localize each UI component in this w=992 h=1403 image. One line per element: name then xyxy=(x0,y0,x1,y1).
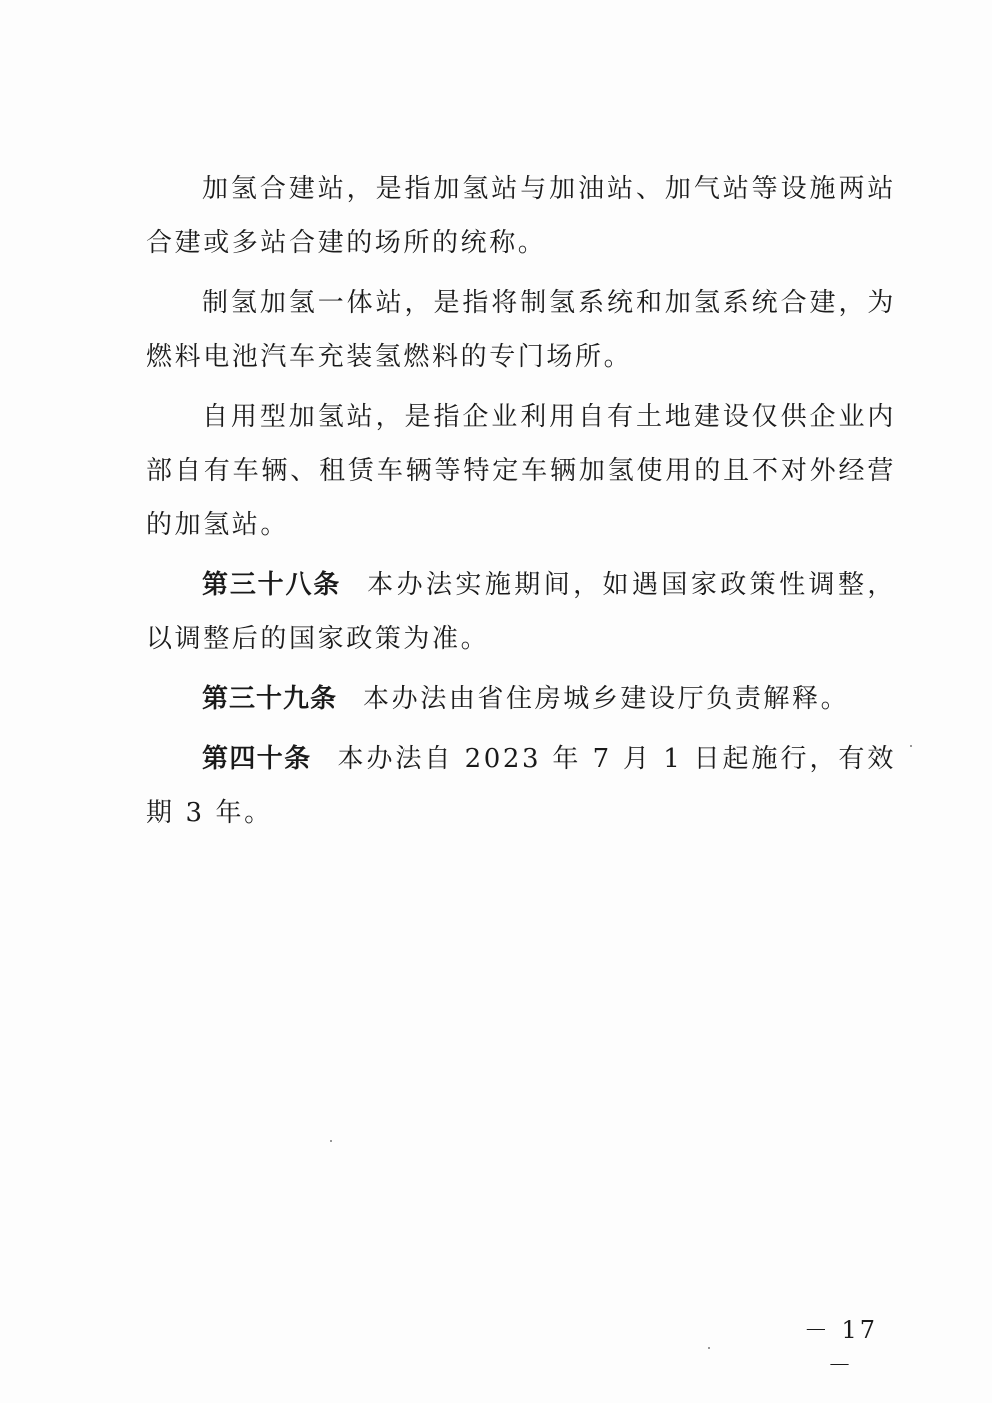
paragraph-production-refueling-station xyxy=(146,276,896,384)
scan-speck xyxy=(708,1347,710,1349)
article-38 xyxy=(146,558,896,666)
article-text: 本办法由省住房城乡建设厅负责解释。 xyxy=(363,684,850,714)
scan-speck xyxy=(330,1140,332,1142)
article-text: 本办法实施期间，如遇国家政策性调整，以调整后的国家政策为准。 xyxy=(146,570,896,654)
article-text: 本办法自 2023 年 7 月 1 日起施行，有效期 3 年。 xyxy=(146,744,896,828)
article-number: 第三十九条 xyxy=(202,684,338,714)
scan-speck xyxy=(910,745,912,747)
paragraph-hydrogen-combined-station xyxy=(146,162,896,270)
paragraph-text: 自用型加氢站，是指企业利用自有土地建设仅供企业内部自有车辆、租赁车辆等特定车辆加氢使用的且不对外经营的加氢站。 xyxy=(146,402,896,540)
page-number: － 17 － xyxy=(803,1316,879,1379)
paragraph-text: 制氢加氢一体站，是指将制氢系统和加氢系统合建，为燃料电池汽车充装氢燃料的专门场所。 xyxy=(146,288,896,372)
article-39 xyxy=(146,672,896,726)
article-number: 第三十八条 xyxy=(202,570,342,600)
paragraph-text: 加氢合建站，是指加氢站与加油站、加气站等设施两站合建或多站合建的场所的统称。 xyxy=(146,174,896,258)
article-40 xyxy=(146,732,896,840)
article-number: 第四十条 xyxy=(202,744,312,774)
document-body xyxy=(146,162,896,840)
paragraph-self-use-station xyxy=(146,390,896,552)
